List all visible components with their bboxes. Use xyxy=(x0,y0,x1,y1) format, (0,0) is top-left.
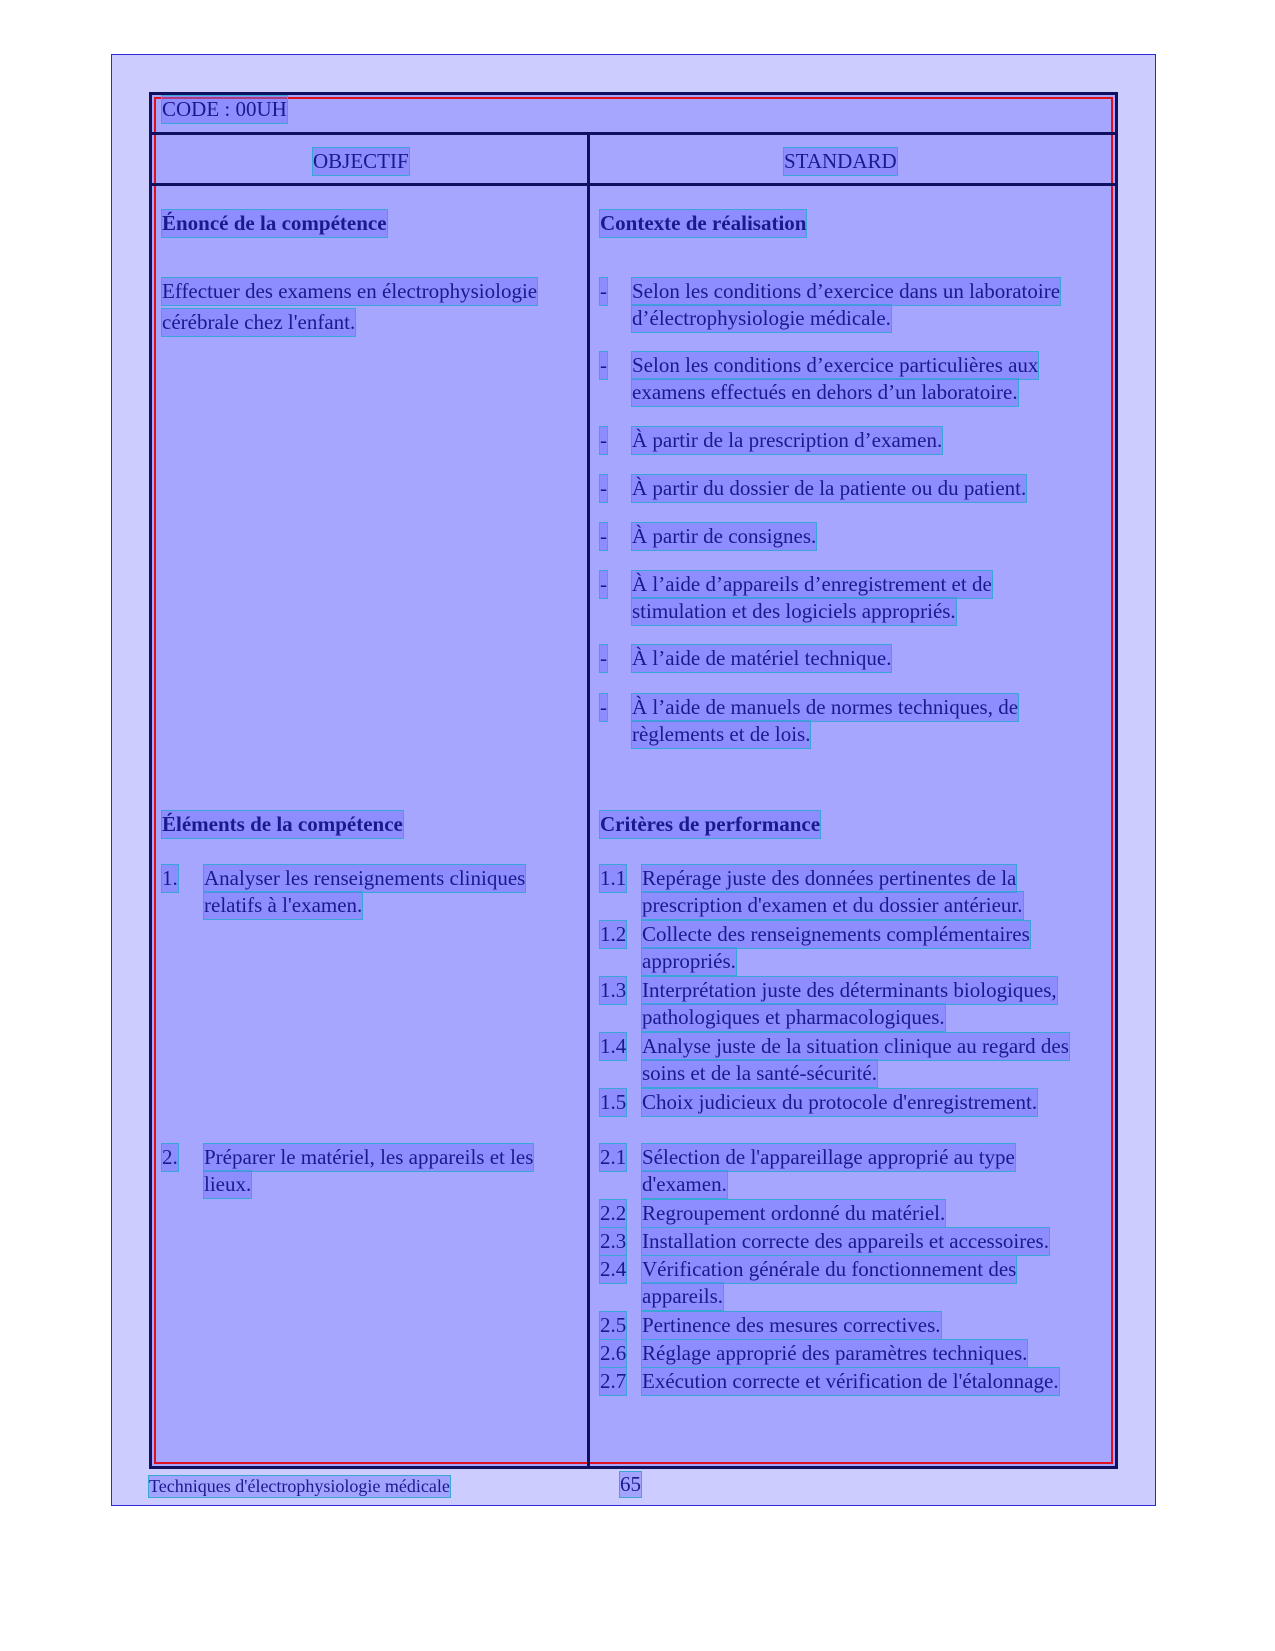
critere-line: Choix judicieux du protocole d'enregistrement. xyxy=(642,1090,1038,1114)
element-line: Analyser les renseignements cliniques xyxy=(204,866,526,890)
divider-header xyxy=(152,183,1115,186)
bullet: - xyxy=(600,428,607,452)
column-divider xyxy=(587,133,590,1466)
bullet: - xyxy=(600,572,607,596)
critere-line: appareils. xyxy=(642,1284,724,1308)
bullet: - xyxy=(600,279,607,303)
criteres-title: Critères de performance xyxy=(600,812,821,836)
list-item: À l’aide de manuels de normes techniques, de xyxy=(632,695,1019,719)
critere-number: 1.3 xyxy=(600,978,627,1002)
list-item: À l’aide de matériel technique. xyxy=(632,646,892,670)
list-item: À l’aide d’appareils d’enregistrement et de xyxy=(632,572,992,596)
list-item: À partir de consignes. xyxy=(632,524,817,548)
list-item: stimulation et des logiciels appropriés. xyxy=(632,599,956,623)
critere-line: Collecte des renseignements complémentaires xyxy=(642,922,1030,946)
divider-code xyxy=(152,132,1115,135)
critere-line: Réglage approprié des paramètres techniques. xyxy=(642,1341,1028,1365)
header-objectif: OBJECTIF xyxy=(313,149,409,173)
elements-title: Éléments de la compétence xyxy=(162,812,403,836)
critere-line: soins et de la santé-sécurité. xyxy=(642,1061,877,1085)
bullet: - xyxy=(600,353,607,377)
critere-line: d'examen. xyxy=(642,1172,727,1196)
enonce-line-1: Effectuer des examens en électrophysiologie xyxy=(162,279,538,303)
critere-number: 2.5 xyxy=(600,1313,627,1337)
enonce-line-2: cérébrale chez l'enfant. xyxy=(162,310,356,334)
contexte-title: Contexte de réalisation xyxy=(600,211,807,235)
critere-line: Sélection de l'appareillage approprié au type xyxy=(642,1145,1015,1169)
critere-number: 2.1 xyxy=(600,1145,627,1169)
bullet: - xyxy=(600,476,607,500)
list-item: À partir de la prescription d’examen. xyxy=(632,428,943,452)
element-line: Préparer le matériel, les appareils et les xyxy=(204,1145,534,1169)
critere-number: 2.6 xyxy=(600,1341,627,1365)
enonce-title: Énoncé de la compétence xyxy=(162,211,387,235)
critere-line: prescription d'examen et du dossier antérieur. xyxy=(642,893,1023,917)
list-item: d’électrophysiologie médicale. xyxy=(632,306,891,330)
element-line: relatifs à l'examen. xyxy=(204,893,363,917)
critere-line: Vérification générale du fonctionnement des xyxy=(642,1257,1017,1281)
bullet: - xyxy=(600,695,607,719)
element-line: lieux. xyxy=(204,1172,252,1196)
list-item: À partir du dossier de la patiente ou du patient. xyxy=(632,476,1027,500)
critere-number: 1.4 xyxy=(600,1034,627,1058)
critere-number: 1.2 xyxy=(600,922,627,946)
critere-number: 2.7 xyxy=(600,1369,627,1393)
code-label: CODE : 00UH xyxy=(162,97,287,121)
critere-line: pathologiques et pharmacologiques. xyxy=(642,1005,945,1029)
element-number: 1. xyxy=(162,866,178,890)
critere-number: 1.1 xyxy=(600,866,627,890)
header-standard: STANDARD xyxy=(784,149,897,173)
critere-line: Pertinence des mesures correctives. xyxy=(642,1313,941,1337)
critere-number: 1.5 xyxy=(600,1090,627,1114)
bullet: - xyxy=(600,646,607,670)
bullet: - xyxy=(600,524,607,548)
critere-number: 2.4 xyxy=(600,1257,627,1281)
page-number: 65 xyxy=(620,1472,641,1496)
critere-line: Analyse juste de la situation clinique au regard des xyxy=(642,1034,1069,1058)
critere-line: Installation correcte des appareils et accessoires. xyxy=(642,1229,1049,1253)
critere-line: Exécution correcte et vérification de l'étalonnage. xyxy=(642,1369,1059,1393)
critere-line: Regroupement ordonné du matériel. xyxy=(642,1201,946,1225)
critere-line: Interprétation juste des déterminants biologiques, xyxy=(642,978,1057,1002)
list-item: Selon les conditions d’exercice particulières aux xyxy=(632,353,1039,377)
list-item: règlements et de lois. xyxy=(632,722,811,746)
critere-number: 2.3 xyxy=(600,1229,627,1253)
list-item: Selon les conditions d’exercice dans un laboratoire xyxy=(632,279,1061,303)
critere-number: 2.2 xyxy=(600,1201,627,1225)
footer-title: Techniques d'électrophysiologie médicale xyxy=(149,1476,450,1496)
list-item: examens effectués en dehors d’un laboratoire. xyxy=(632,380,1018,404)
critere-line: Repérage juste des données pertinentes de la xyxy=(642,866,1017,890)
element-number: 2. xyxy=(162,1145,178,1169)
critere-line: appropriés. xyxy=(642,949,736,973)
